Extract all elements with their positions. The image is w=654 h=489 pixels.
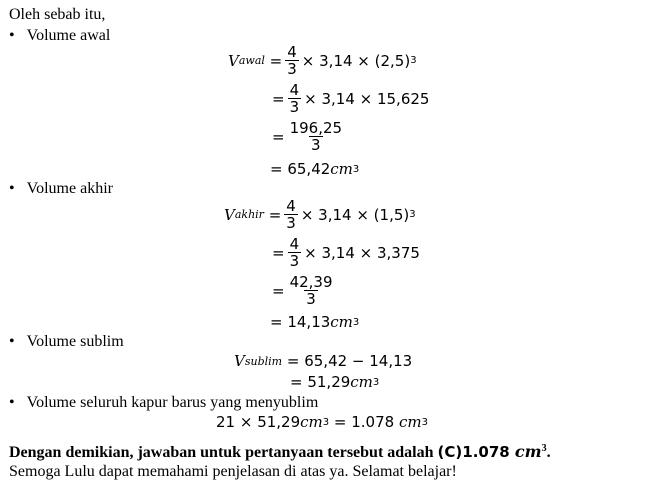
equation-awal-line1: V awal = $\frac{4}{3}$ × 3,14 × (2,5) 3 bbox=[228, 43, 417, 78]
equation-sublim-line1: V sublim = 65,42 − 14,13 bbox=[234, 352, 413, 370]
equation-akhir-line2: = $\frac{4}{3}$ × 3,14 × 3,375 bbox=[272, 235, 420, 270]
equation-awal-line4: = 65,42 cm 3 bbox=[270, 160, 360, 178]
equation-akhir-line1: V akhir = $\frac{4}{3}$ × 3,14 × (1,5) 3 bbox=[224, 197, 416, 232]
bullet-icon: • bbox=[9, 27, 15, 44]
bullet-label-awal: Volume awal bbox=[26, 27, 111, 44]
equation-akhir-line4: = 14,13 cm 3 bbox=[270, 313, 360, 331]
equation-akhir-line3: = $\frac{42,39}{3}$ bbox=[272, 273, 333, 308]
closing-text: Semoga Lulu dapat memahami penjelasan di atas ya. Selamat belajar! bbox=[9, 463, 457, 480]
list-item bbox=[9, 180, 113, 198]
bullet-icon: • bbox=[9, 333, 15, 350]
list-item bbox=[9, 333, 124, 351]
equation-awal-line2: = $\frac{4}{3}$ × 3,14 × 15,625 bbox=[272, 81, 430, 116]
bullet-label-seluruh: Volume seluruh kapur barus yang menyublim bbox=[26, 394, 319, 411]
bullet-label-sublim: Volume sublim bbox=[26, 333, 124, 350]
intro-text: Oleh sebab itu, bbox=[9, 6, 106, 23]
equation-sublim-line2: = 51,29 cm 3 bbox=[290, 373, 380, 391]
list-item bbox=[9, 27, 110, 45]
bullet-label-akhir: Volume akhir bbox=[26, 180, 113, 197]
bullet-icon: • bbox=[9, 394, 15, 411]
bullet-icon: • bbox=[9, 180, 15, 197]
conclusion-text: Dengan demikian, jawaban untuk pertanyaan tersebut adalah (C)1.078 $cm^3$. bbox=[9, 442, 551, 461]
equation-awal-line3: = $\frac{196,25}{3}$ bbox=[272, 119, 343, 154]
equation-seluruh: 21 × 51,29 cm 3 = 1.078 cm 3 bbox=[216, 413, 428, 431]
list-item bbox=[9, 394, 318, 412]
